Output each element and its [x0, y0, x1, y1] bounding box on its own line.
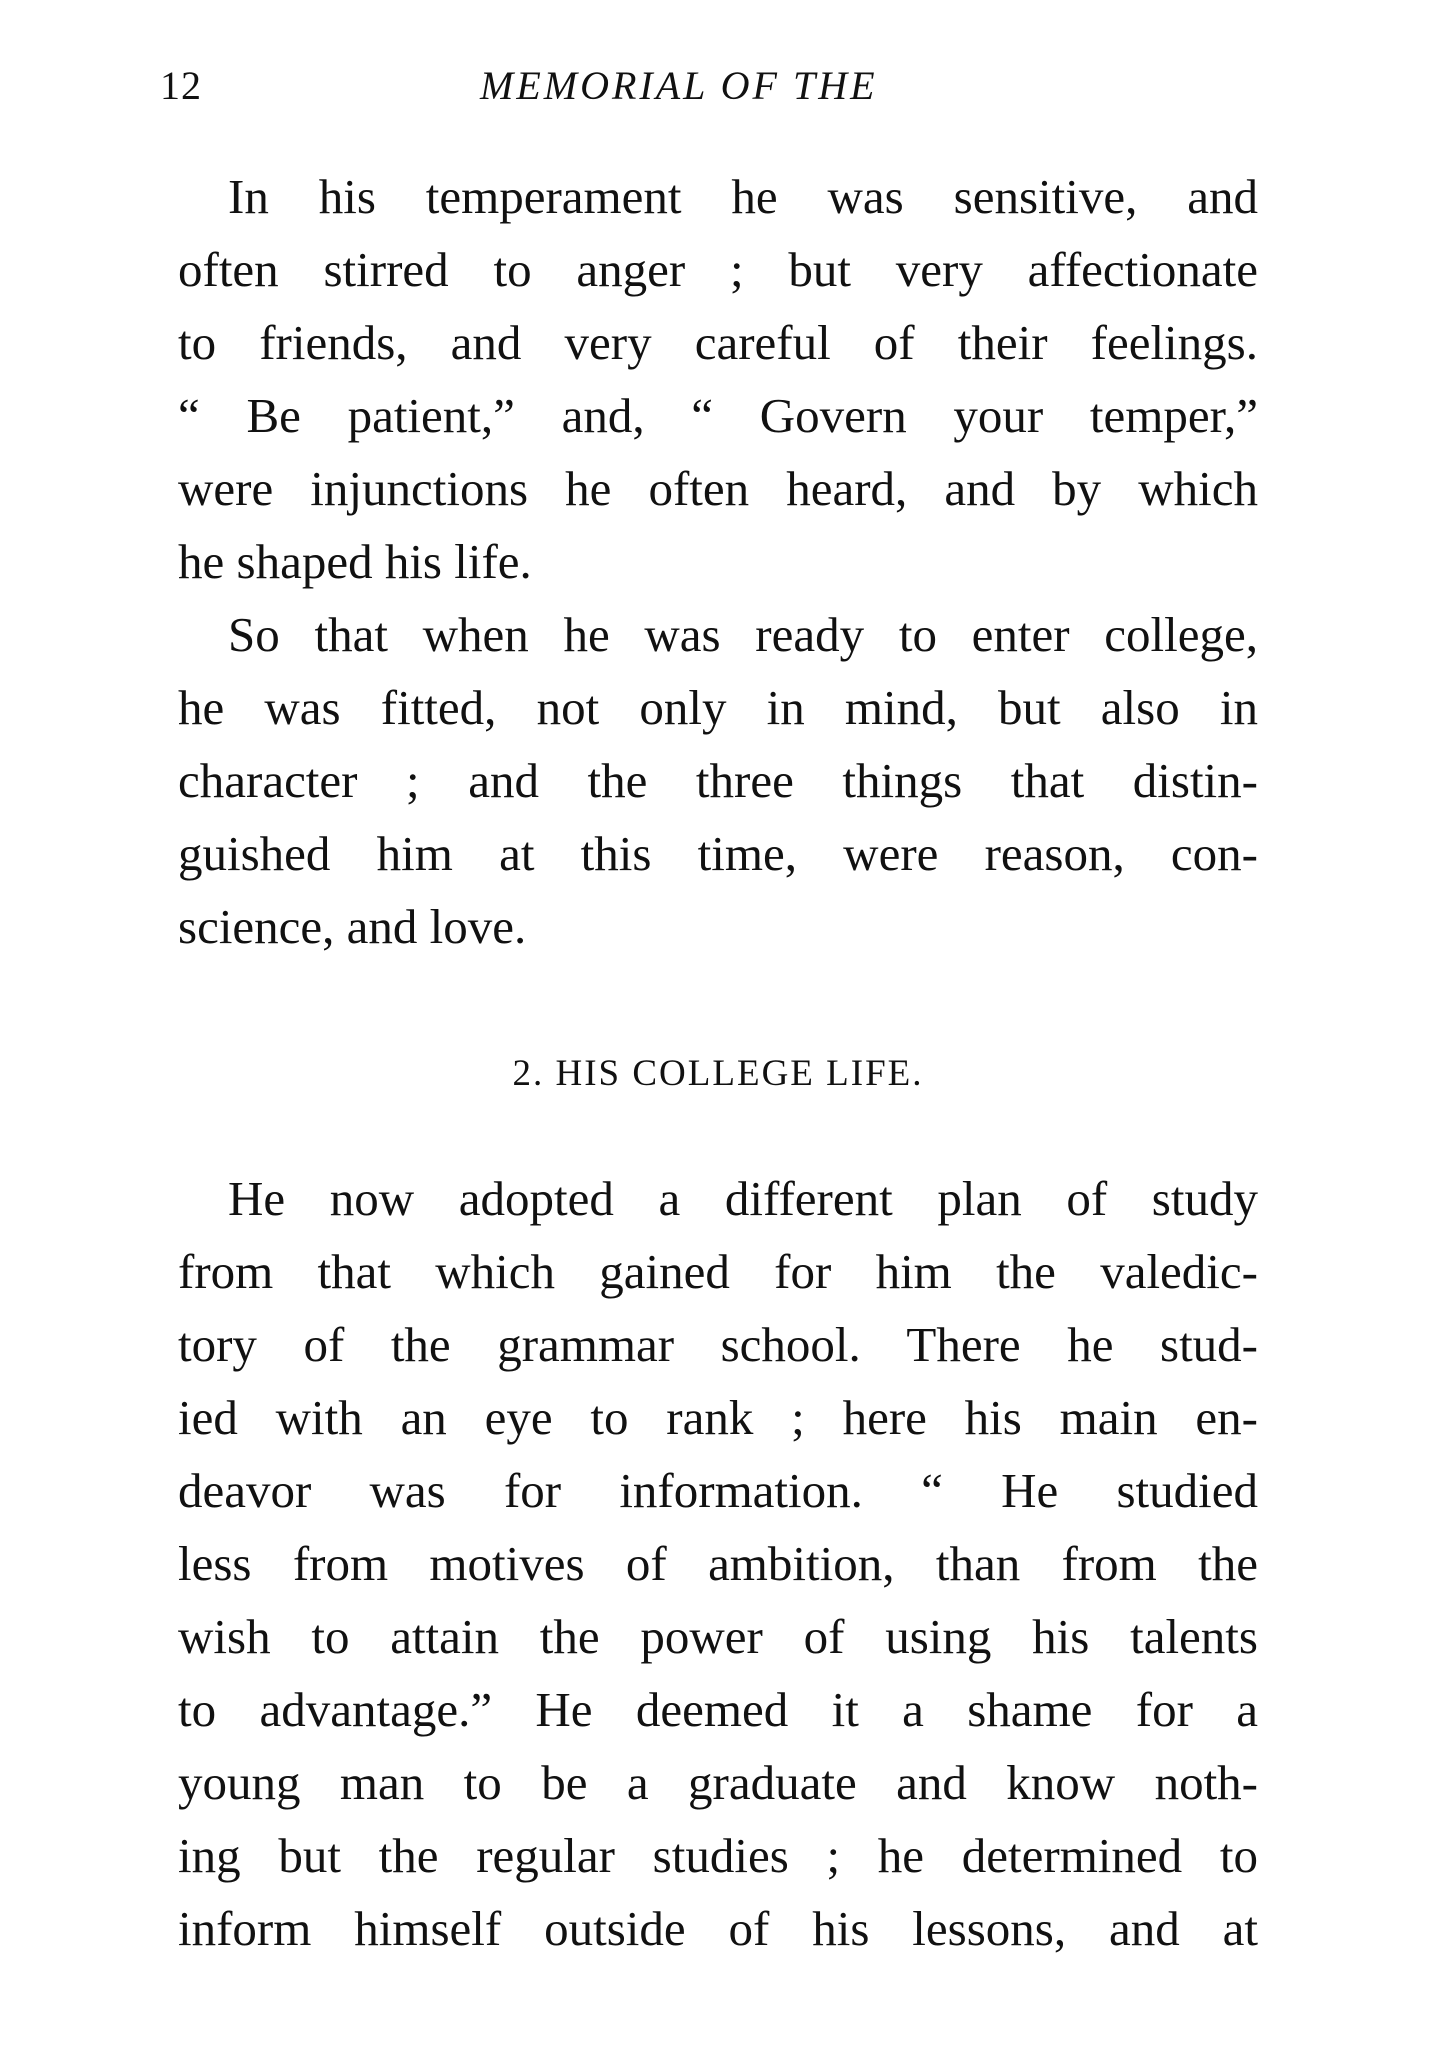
- text-line: He now adopted a different plan of study: [228, 1171, 1258, 1226]
- text-line: from that which gained for him the valedic-: [178, 1244, 1258, 1299]
- text-line: inform himself outside of his lessons, and at: [178, 1901, 1258, 1956]
- text-line: to friends, and very careful of their feelings.: [178, 315, 1258, 370]
- running-head: [160, 62, 1260, 122]
- text-line: In his temperament he was sensitive, and: [228, 169, 1258, 224]
- text-line: to advantage.” He deemed it a shame for a: [178, 1682, 1258, 1737]
- text-line: wish to attain the power of using his talents: [178, 1609, 1258, 1664]
- paragraph-college-life: [178, 1162, 1258, 1965]
- text-line: “ Be patient,” and, “ Govern your temper,”: [178, 388, 1258, 443]
- text-line: deavor was for information. “ He studied: [178, 1463, 1258, 1518]
- text-line: ing but the regular studies ; he determined to: [178, 1828, 1258, 1883]
- text-line: tory of the grammar school. There he stud-: [178, 1317, 1258, 1372]
- text-line: were injunctions he often heard, and by which: [178, 461, 1258, 516]
- text-line: young man to be a graduate and know noth-: [178, 1755, 1258, 1810]
- text-line: character ; and the three things that distin-: [178, 753, 1258, 808]
- text-line: he was fitted, not only in mind, but also in: [178, 680, 1258, 735]
- text-line: often stirred to anger ; but very affectionate: [178, 242, 1258, 297]
- paragraph-ready-for-college: [178, 598, 1258, 963]
- text-line: science, and love.: [178, 899, 527, 954]
- running-title: MEMORIAL OF THE: [480, 63, 878, 108]
- text-line: less from motives of ambition, than from the: [178, 1536, 1258, 1591]
- text-line: guished him at this time, were reason, con-: [178, 826, 1258, 881]
- text-line: he shaped his life.: [178, 534, 532, 589]
- text-line: ied with an eye to rank ; here his main en-: [178, 1390, 1258, 1445]
- text-line: So that when he was ready to enter college,: [228, 607, 1258, 662]
- paragraph-temperament: [178, 160, 1258, 598]
- page-number: 12: [160, 63, 202, 108]
- section-heading: 2. HIS COLLEGE LIFE.: [512, 1053, 924, 1094]
